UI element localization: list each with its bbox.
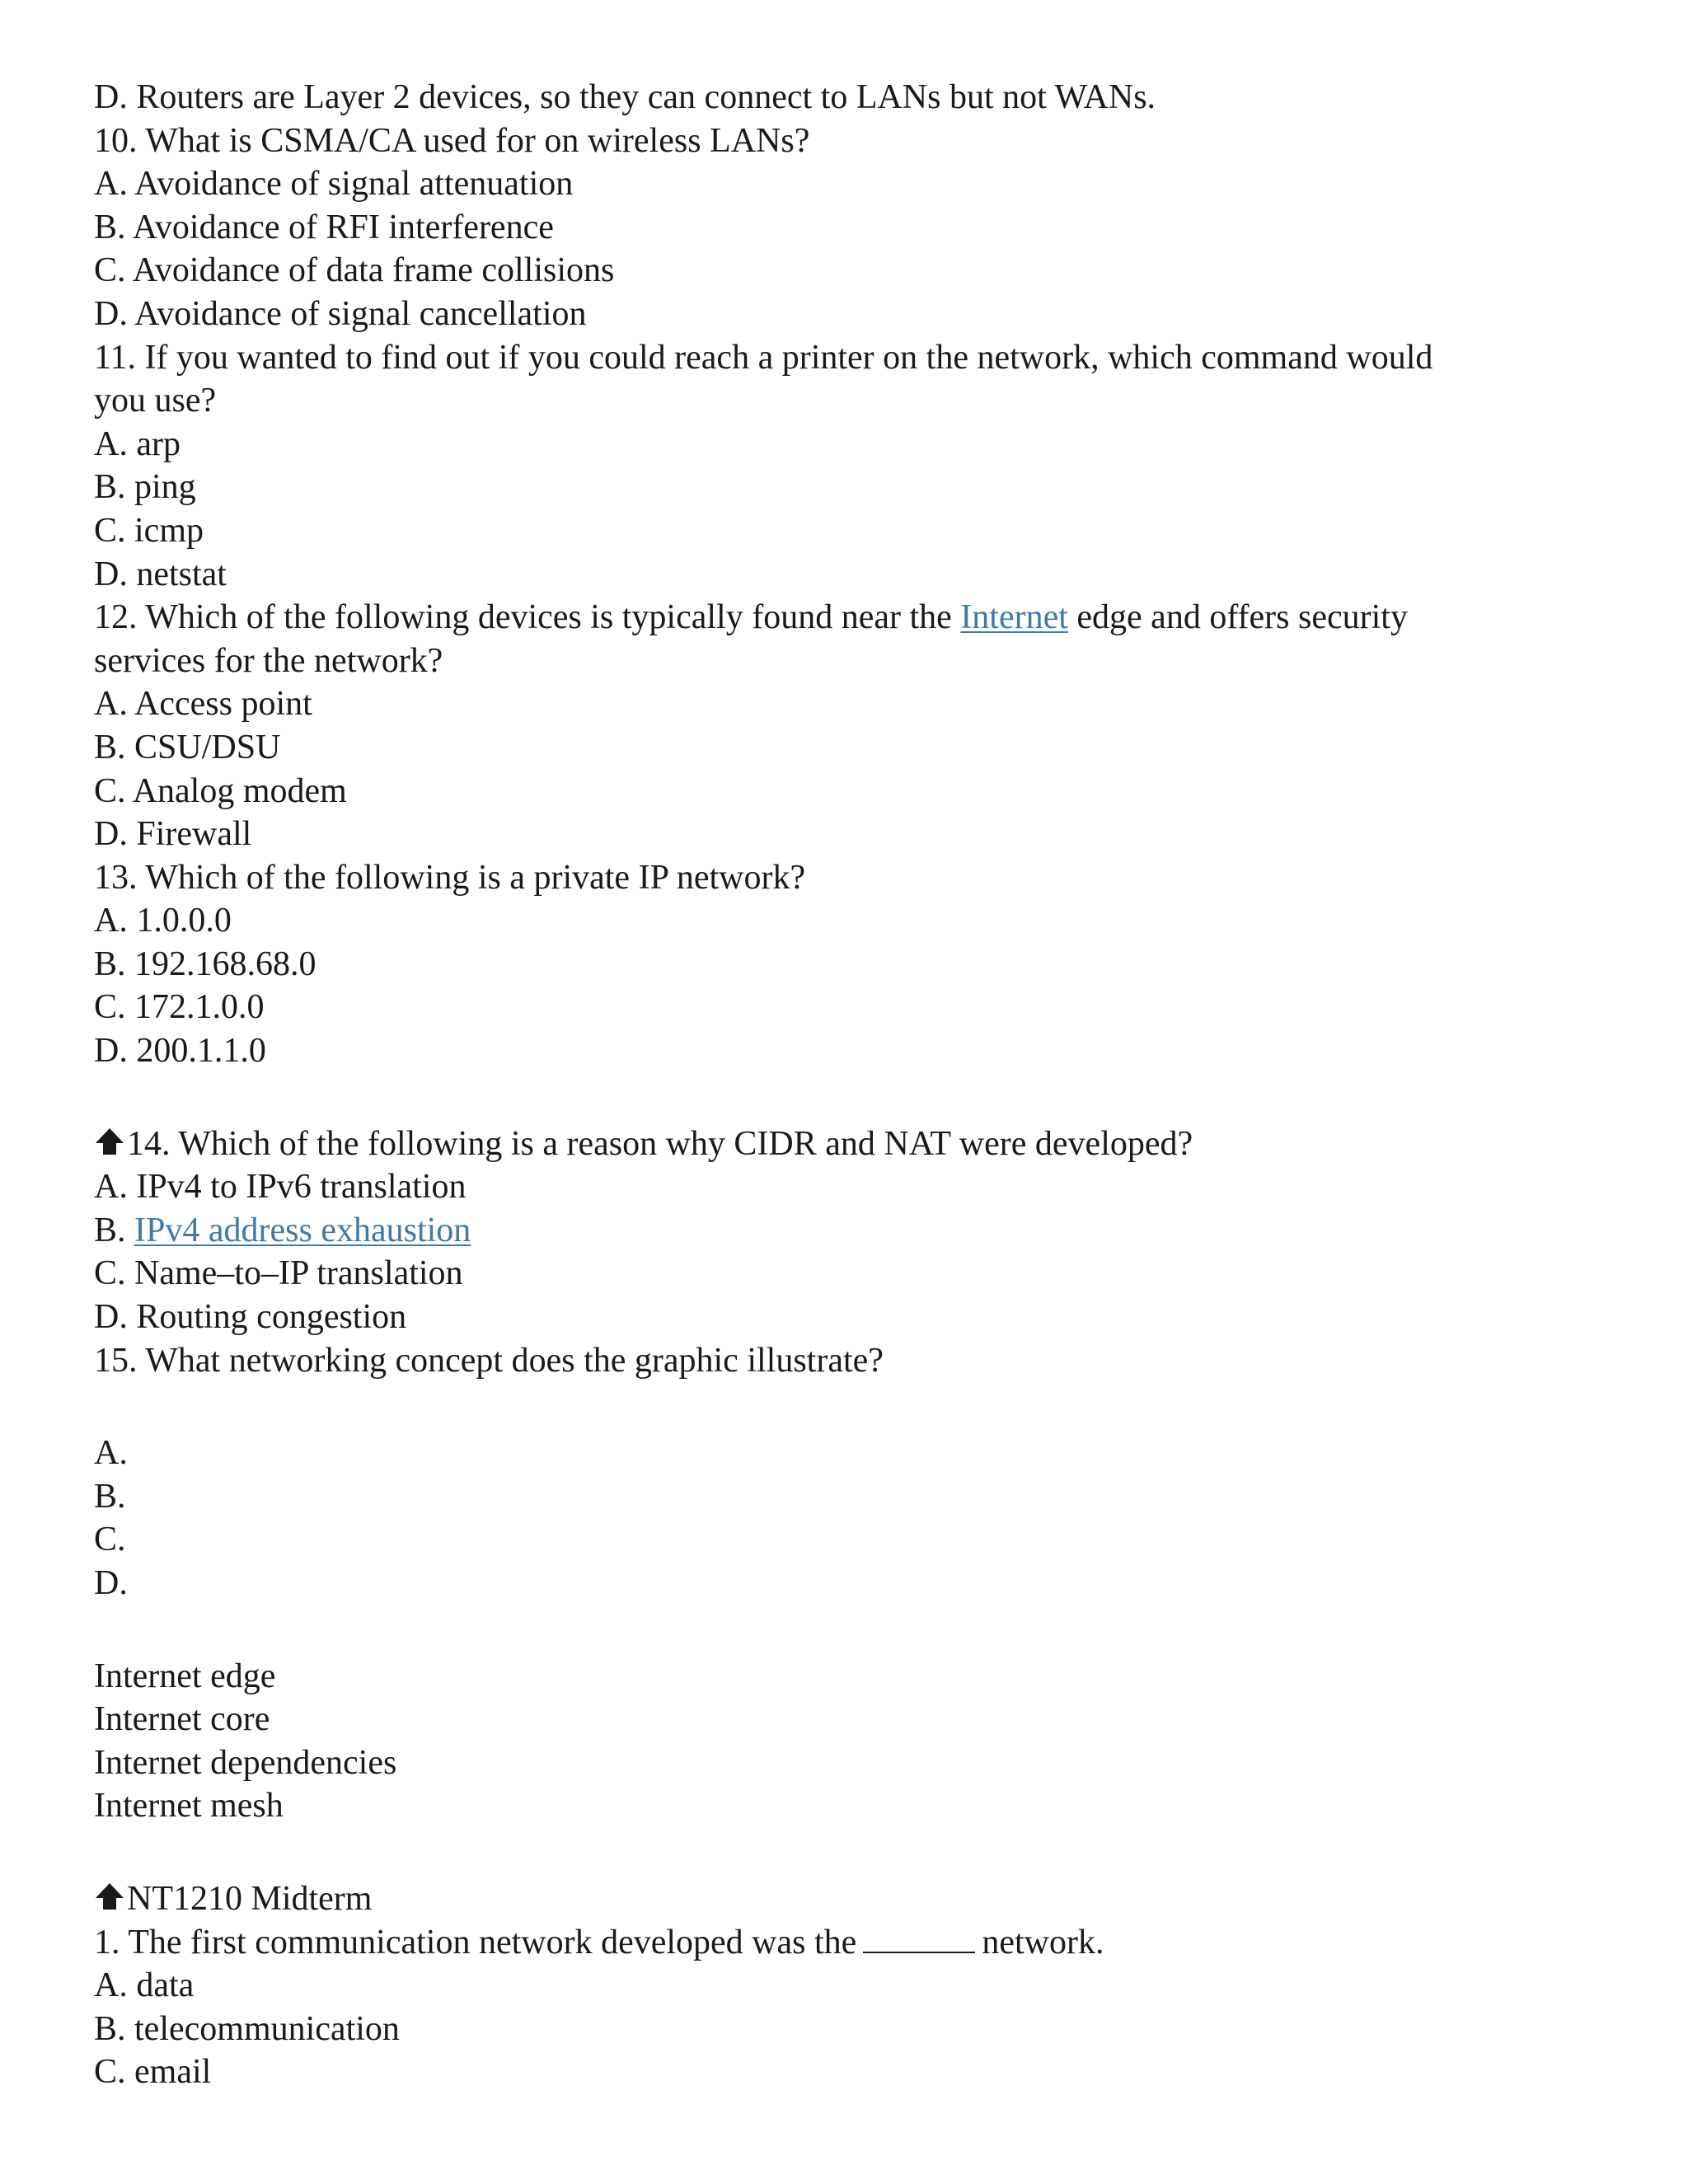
q14-option-a: A. IPv4 to IPv6 translation	[94, 1168, 467, 1207]
midterm-heading-line	[94, 1877, 1594, 1921]
midterm-q1-suffix: network.	[982, 1923, 1104, 1961]
up-arrow-icon[interactable]	[94, 1127, 125, 1156]
q10-question: 10. What is CSMA/CA used for on wireless LANs?	[94, 121, 810, 160]
q10-option-c: C. Avoidance of data frame collisions	[94, 251, 615, 290]
spacer	[94, 1382, 1594, 1432]
document-page	[94, 76, 1594, 2094]
q15-answer-3: Internet dependencies	[94, 1743, 397, 1782]
q13-question: 13. Which of the following is a private IP network?	[94, 858, 806, 897]
q15-letter-b: B.	[94, 1477, 126, 1516]
q12-option-c: C. Analog modem	[94, 771, 347, 810]
q11-option-c: C. icmp	[94, 511, 204, 550]
q15-letter-c: C.	[94, 1521, 126, 1559]
midterm-q1-prefix: 1. The first communication network developed was the	[94, 1923, 857, 1961]
q10-option-d: D. Avoidance of signal cancellation	[94, 294, 587, 333]
fill-in-blank	[863, 1927, 975, 1953]
midterm-q1-question	[94, 1921, 1594, 1965]
q12-option-b: B. CSU/DSU	[94, 728, 281, 766]
q12-option-d: D. Firewall	[94, 815, 252, 854]
q14-option-c: C. Name–to–IP translation	[94, 1254, 463, 1293]
midterm-q1-option-a: A. data	[94, 1966, 195, 2005]
spacer	[94, 1828, 1594, 1877]
q11-question-line2: you use?	[94, 382, 217, 420]
ipv4-exhaustion-link[interactable]: IPv4 address exhaustion	[134, 1211, 471, 1249]
q12-question-line2: services for the network?	[94, 641, 443, 680]
q15-answer-4: Internet mesh	[94, 1787, 284, 1825]
q12-question-prefix: 12. Which of the following devices is typically found near the	[94, 598, 961, 637]
spacer	[94, 1073, 1594, 1122]
q13-option-b: B. 192.168.68.0	[94, 944, 316, 983]
q15-letter-a: A.	[94, 1434, 128, 1473]
midterm-q1-option-c: C. email	[94, 2053, 212, 2092]
q14-question-line	[94, 1122, 1594, 1166]
up-arrow-icon[interactable]	[94, 1882, 125, 1911]
q15-letter-d: D.	[94, 1564, 128, 1602]
internet-link[interactable]: Internet	[960, 598, 1068, 637]
midterm-heading: NT1210 Midterm	[127, 1879, 373, 1918]
q13-option-a: A. 1.0.0.0	[94, 902, 232, 940]
spacer	[94, 1605, 1594, 1655]
q14-option-d: D. Routing congestion	[94, 1298, 407, 1337]
q10-option-b: B. Avoidance of RFI interference	[94, 208, 554, 246]
q14-option-b	[94, 1209, 1594, 1253]
q11-option-a: A. arp	[94, 424, 181, 463]
q11-option-d: D. netstat	[94, 555, 227, 593]
q13-option-c: C. 172.1.0.0	[94, 988, 265, 1027]
q12-option-a: A. Access point	[94, 685, 312, 724]
q13-option-d: D. 200.1.1.0	[94, 1032, 266, 1071]
q12-question-suffix: edge and offers security	[1067, 598, 1408, 637]
q15-answer-1: Internet edge	[94, 1657, 276, 1695]
q11-question-line1: 11. If you wanted to find out if you could reach a printer on the network, which command would	[94, 338, 1433, 377]
midterm-q1-option-b: B. telecommunication	[94, 2009, 400, 2048]
q10-option-a: A. Avoidance of signal attenuation	[94, 165, 574, 204]
q15-question: 15. What networking concept does the graphic illustrate?	[94, 1341, 884, 1380]
q14-question: 14. Which of the following is a reason why CIDR and NAT were developed?	[127, 1124, 1193, 1163]
q11-option-b: B. ping	[94, 468, 196, 507]
q15-answer-2: Internet core	[94, 1700, 270, 1739]
q14-option-b-prefix: B.	[94, 1211, 135, 1249]
q9-option-d: D. Routers are Layer 2 devices, so they can connect to LANs but not WANs.	[94, 78, 1156, 116]
q12-question-line1	[94, 596, 1594, 640]
